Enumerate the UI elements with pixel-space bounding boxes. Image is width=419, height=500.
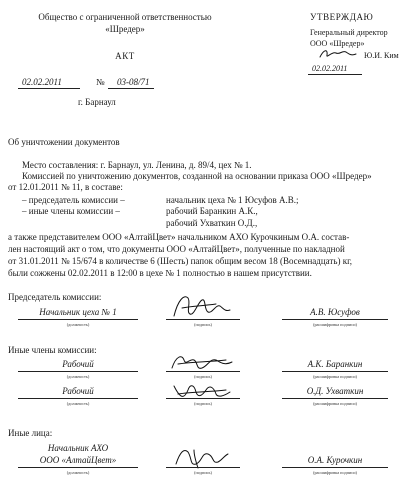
- chair-name-line: [282, 319, 388, 320]
- body-paragraph-line1: а также представителем ООО «АлтайЦвет» начальником АХО Курочкиным О.А. состав-: [8, 232, 350, 242]
- other-name-caption: (расшифровка подписи): [313, 470, 357, 475]
- approval-title: УТВЕРЖДАЮ: [310, 12, 374, 22]
- number-sign: №: [96, 77, 105, 87]
- other-position-line: [18, 467, 138, 468]
- chair-heading: Председатель комиссии:: [8, 292, 102, 302]
- doc-type: АКТ: [115, 51, 135, 61]
- approval-signature: [318, 47, 358, 61]
- approval-date-underline: [308, 74, 362, 75]
- member2-value: рабочий Ухваткин О.Д.,: [166, 218, 258, 228]
- member2-signature-line: [166, 398, 240, 399]
- member1-name-line: [282, 371, 388, 372]
- member2-name: О.Д. Ухваткин: [306, 386, 364, 396]
- member1-signature-caption: (подпись): [194, 374, 212, 379]
- member2-position-caption: (должность): [66, 401, 90, 406]
- member2-signature-caption: (подпись): [194, 401, 212, 406]
- chair-signature-line: [166, 319, 240, 320]
- members-label: – иные члены комиссии –: [22, 206, 120, 216]
- act-number: 03-08/71: [117, 77, 150, 87]
- member1-position: Рабочий: [62, 359, 94, 369]
- body-place: Место составления: г. Барнаул, ул. Ленина, д. 89/4, цех № 1.: [22, 160, 252, 170]
- act-city: г. Барнаул: [78, 97, 116, 107]
- act-subject: Об уничтожении документов: [8, 137, 120, 147]
- approval-name: Ю.И. Ким: [364, 51, 399, 60]
- approval-company: ООО «Шредер»: [310, 39, 365, 48]
- member2-position-line: [18, 398, 138, 399]
- other-position-caption: (должность): [66, 470, 90, 475]
- body-commission-intro-1: Комиссией по уничтожению документов, созданной на основании приказа ООО «Шредер»: [22, 171, 372, 181]
- org-name-line2: «Шредер»: [105, 24, 145, 34]
- body-paragraph-line2: лен настоящий акт о том, что документы ООО «АлтайЦвет», полученные по накладной: [8, 244, 345, 254]
- members-heading: Иные члены комиссии:: [8, 345, 97, 355]
- other-position-line2: ООО «АлтайЦвет»: [39, 455, 117, 465]
- member1-position-caption: (должность): [66, 374, 90, 379]
- approval-position: Генеральный директор: [310, 28, 388, 37]
- chair-name-caption: (расшифровка подписи): [313, 322, 357, 327]
- chair-label: – председатель комиссии –: [22, 195, 125, 205]
- member1-signature-line: [166, 371, 240, 372]
- other-name-line: [282, 467, 388, 468]
- others-heading: Иные лица:: [8, 428, 53, 438]
- org-name-line1: Общество с ограниченной ответственностью: [38, 12, 212, 22]
- chair-position-caption: (должность): [66, 322, 90, 327]
- member2-position: Рабочий: [62, 386, 94, 396]
- member2-name-caption: (расшифровка подписи): [313, 401, 357, 406]
- chair-signature-caption: (подпись): [194, 322, 212, 327]
- other-signature-line: [166, 467, 240, 468]
- act-date: 02.02.2011: [22, 77, 62, 87]
- act-number-underline: [108, 88, 154, 89]
- chair-position-line: [18, 319, 138, 320]
- member1-value: рабочий Баранкин А.К.,: [166, 206, 258, 216]
- chair-position: Начальник цеха № 1: [39, 307, 117, 317]
- chair-value: начальник цеха № 1 Юсуфов А.В.;: [166, 195, 299, 205]
- act-date-underline: [18, 88, 80, 89]
- member2-name-line: [282, 398, 388, 399]
- chair-name: А.В. Юсуфов: [310, 307, 360, 317]
- member1-name: А.К. Баранкин: [307, 359, 363, 369]
- other-signature-caption: (подпись): [194, 470, 212, 475]
- body-paragraph-line3: от 31.01.2011 № 15/674 в количестве 6 (Шесть) папок общим весом 18 (Восемнадцать) кг,: [8, 256, 353, 266]
- body-paragraph-line4: были сожжены 02.02.2011 в 12:00 в цехе № 1 полностью в нашем присутствии.: [8, 268, 312, 278]
- chair-signature: [168, 292, 232, 322]
- body-commission-intro-2: от 12.01.2011 № 11, в составе:: [8, 182, 123, 192]
- other-position-line1: Начальник АХО: [47, 443, 109, 453]
- approval-date: 02.02.2011: [312, 64, 348, 73]
- other-name: О.А. Курочкин: [307, 455, 363, 465]
- member1-position-line: [18, 371, 138, 372]
- member1-name-caption: (расшифровка подписи): [313, 374, 357, 379]
